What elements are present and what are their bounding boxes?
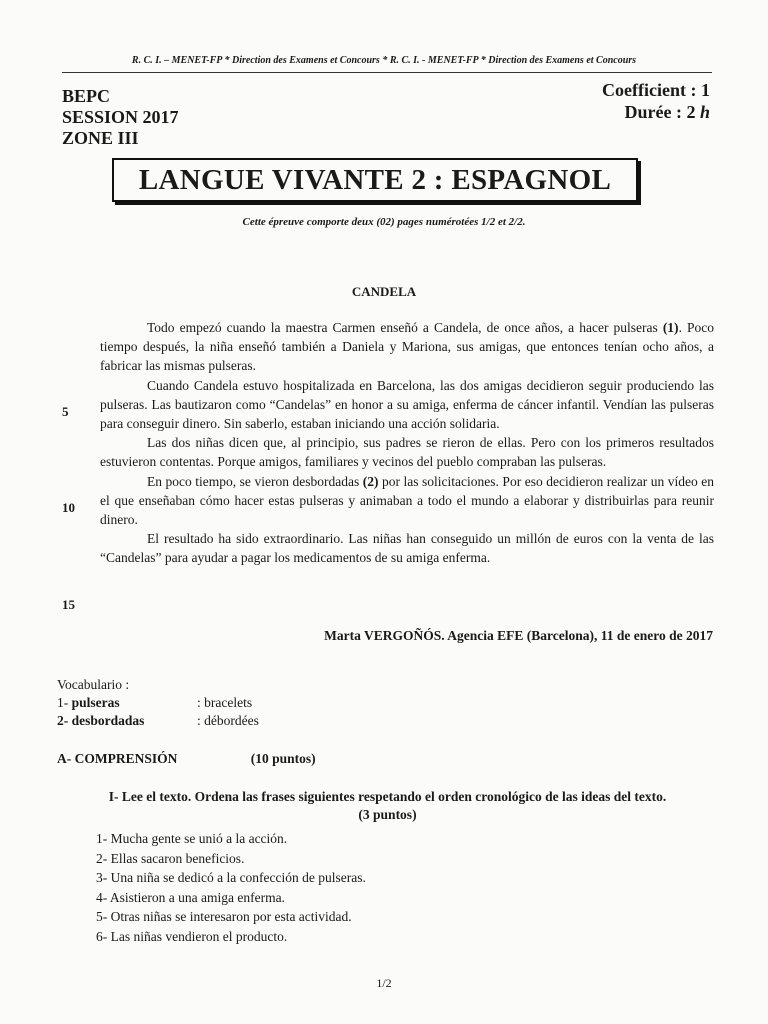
paragraph-1: Todo empezó cuando la maestra Carmen enseñó a Candela, de once años, a hacer pulseras (1). Poco tiempo después, la niña enseñó también a Daniela y Mariona, sus amigas, que entonces tenían ocho años, a fabricar las mismas pulseras. — [100, 320, 715, 374]
vocabulary-heading: Vocabulario : — [57, 677, 130, 692]
question-1-points: (3 puntos) — [358, 807, 417, 822]
exam-zone: ZONE III — [62, 128, 139, 148]
reading-text — [100, 318, 714, 568]
exam-session: SESSION 2017 — [62, 107, 179, 127]
header-rule — [62, 72, 712, 73]
section-a-heading — [57, 751, 316, 767]
text-source: Marta VERGOÑÓS. Agencia EFE (Barcelona), 11 de enero de 2017 — [324, 628, 713, 643]
footnote-ref-2: (2) — [362, 473, 379, 489]
coefficient — [602, 79, 710, 101]
exam-title: LANGUE VIVANTE 2 : ESPAGNOL — [112, 158, 638, 202]
paragraph-2: Cuando Candela estuvo hospitalizada en Barcelona, las dos amigas decidieron seguir produciendo las pulseras. Las bautizaron como “Candelas” en honor a su amiga, enferma de cáncer infantil. Vendían las pulseras para conseguir dinero. Sin saberlo, estaban iniciando una acción solidaria. — [100, 377, 714, 432]
coefficient-label: Coefficient — [602, 80, 686, 100]
line-number-10: 10 — [62, 500, 75, 515]
duration-value: : 2 — [675, 102, 696, 122]
paragraph-5: El resultado ha sido extraordinario. Las niñas han conseguido un millón de euros con la venta de las “Candelas” para ayudar a pagar los medicamentos de su amiga enferma. — [100, 531, 714, 566]
section-a-title: A- COMPRENSIÓN — [57, 751, 178, 766]
exam-name: BEPC — [62, 86, 111, 106]
page-number: 1/2 — [376, 976, 392, 990]
line-number-15: 15 — [62, 597, 75, 612]
list-item: 4- Asistieron a una amiga enferma. — [96, 889, 285, 905]
pages-note: Cette épreuve comporte deux (02) pages numérotées 1/2 et 2/2. — [242, 216, 526, 228]
question-1 — [50, 788, 725, 824]
list-item: 5- Otras niñas se interesaron por esta actividad. — [96, 909, 352, 924]
paragraph-4: En poco tiempo, se vieron desbordadas (2) por las solicitaciones. Por eso decidieron realizar un vídeo en el que enseñaban cómo hacer estas pulseras y animaban a todo el mundo a elaborar y distribuirlas para reunir dinero. — [100, 473, 715, 528]
question-1-instruction: I- Lee el texto. Ordena las frases siguientes respetando el orden cronológico de las ideas del texto. — [108, 789, 667, 804]
line-number-5: 5 — [62, 404, 69, 419]
text-title: CANDELA — [351, 284, 417, 299]
section-a-points: (10 puntos) — [250, 751, 316, 766]
question-1-items — [96, 829, 366, 946]
list-item: 6- Las niñas vendieron el producto. — [96, 928, 288, 944]
list-item: 3- Una niña se dedicó a la confección de pulseras. — [96, 870, 366, 885]
institution-header: R. C. I. – MENET-FP * Direction des Examens et Concours * R. C. I. - MENET-FP * Direction des Examens et Concours — [131, 55, 637, 66]
paragraph-3: Las dos niñas dicen que, al principio, sus padres se rieron de ellas. Pero con los primeros resultados estuvieron contentas. Porque amigos, familiares y vecinos del pueblo compraban las pulseras. — [100, 435, 714, 470]
exam-info — [62, 86, 179, 149]
vocabulary-item: 1- pulseras : bracelets — [57, 695, 253, 710]
vocabulary — [57, 676, 259, 730]
duration — [602, 101, 710, 123]
list-item: 1- Mucha gente se unió a la acción. — [96, 831, 288, 846]
exam-coefficient-duration — [602, 79, 710, 123]
coefficient-value: : 1 — [690, 80, 710, 100]
duration-unit: h — [699, 102, 710, 122]
duration-label: Durée — [624, 102, 672, 122]
footnote-ref-1: (1) — [662, 320, 679, 335]
vocabulary-item: 2- desbordadas : débordées — [57, 713, 259, 728]
list-item: 2- Ellas sacaron beneficios. — [96, 850, 245, 866]
